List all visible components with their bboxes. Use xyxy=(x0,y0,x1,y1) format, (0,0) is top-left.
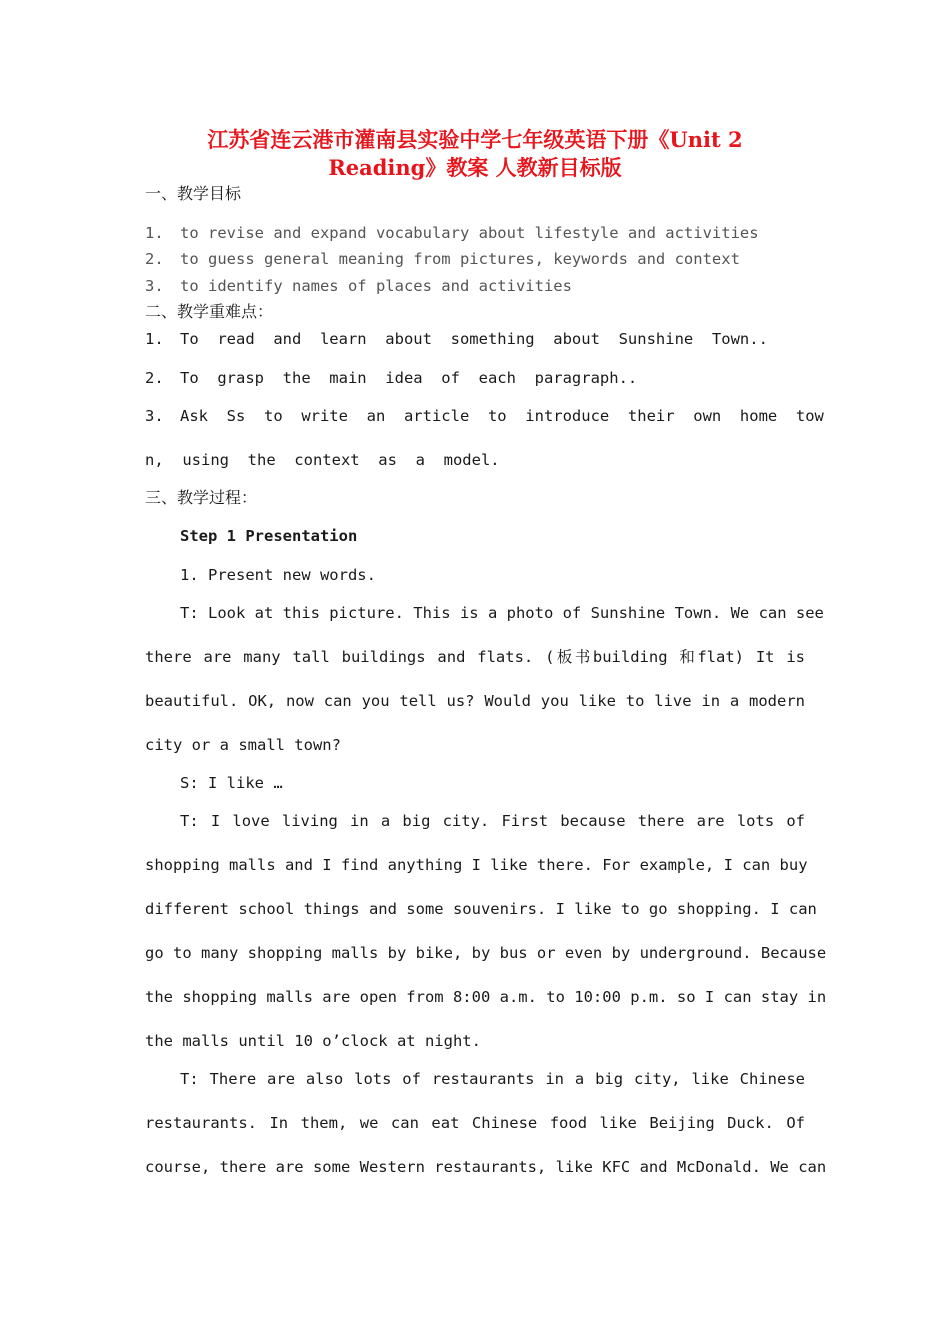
paragraph-line: there are many tall buildings and flats. (板书building 和flat) It is xyxy=(145,648,805,666)
title-line-2: Reading》教案 人教新目标版 xyxy=(328,155,622,180)
objective-item: 3. to identify names of places and activities xyxy=(145,277,572,295)
paragraph-line: the malls until 10 o’clock at night. xyxy=(145,1032,481,1050)
step-heading: Step 1 Presentation xyxy=(180,527,358,545)
paragraph-line: course, there are some Western restaurants, like KFC and McDonald. We can xyxy=(145,1158,827,1176)
key-point-item: 3. Ask Ss to write an article to introduce their own home tow xyxy=(145,407,824,425)
title-line-1: 江苏省连云港市灌南县实验中学七年级英语下册《Unit 2 xyxy=(207,127,743,152)
paragraph-line: different school things and some souvenirs. I like to go shopping. I can xyxy=(145,900,817,918)
paragraph-line: beautiful. OK, now can you tell us? Would you like to live in a modern xyxy=(145,692,805,710)
paragraph-line: restaurants. In them, we can eat Chinese food like Beijing Duck. Of xyxy=(145,1114,805,1132)
paragraph-line: T: I love living in a big city. First because there are lots of xyxy=(180,812,805,830)
step-point: 1. Present new words. xyxy=(180,566,376,584)
key-point-item: 2. To grasp the main idea of each paragraph.. xyxy=(145,369,638,387)
objective-item: 1. to revise and expand vocabulary about lifestyle and activities xyxy=(145,224,759,242)
section-heading-process: 三、教学过程： xyxy=(145,488,258,507)
paragraph-line: shopping malls and I find anything I like there. For example, I can buy xyxy=(145,856,808,874)
student-response: S: I like … xyxy=(180,774,283,792)
paragraph-line: go to many shopping malls by bike, by bus or even by underground. Because xyxy=(145,944,827,962)
key-point-item: 1. To read and learn about something about Sunshine Town.. xyxy=(145,330,768,348)
paragraph-line: T: Look at this picture. This is a photo of Sunshine Town. We can see xyxy=(180,604,824,622)
document-title xyxy=(140,126,810,182)
section-heading-objectives: 一、教学目标 xyxy=(145,184,242,203)
section-heading-key-points: 二、教学重难点： xyxy=(145,302,274,321)
paragraph-line: the shopping malls are open from 8:00 a.m. to 10:00 p.m. so I can stay in xyxy=(145,988,827,1006)
objective-item: 2. to guess general meaning from pictures, keywords and context xyxy=(145,250,740,268)
key-point-continuation: n, using the context as a model. xyxy=(145,451,500,469)
paragraph-line: city or a small town? xyxy=(145,736,341,754)
paragraph-line: T: There are also lots of restaurants in a big city, like Chinese xyxy=(180,1070,805,1088)
